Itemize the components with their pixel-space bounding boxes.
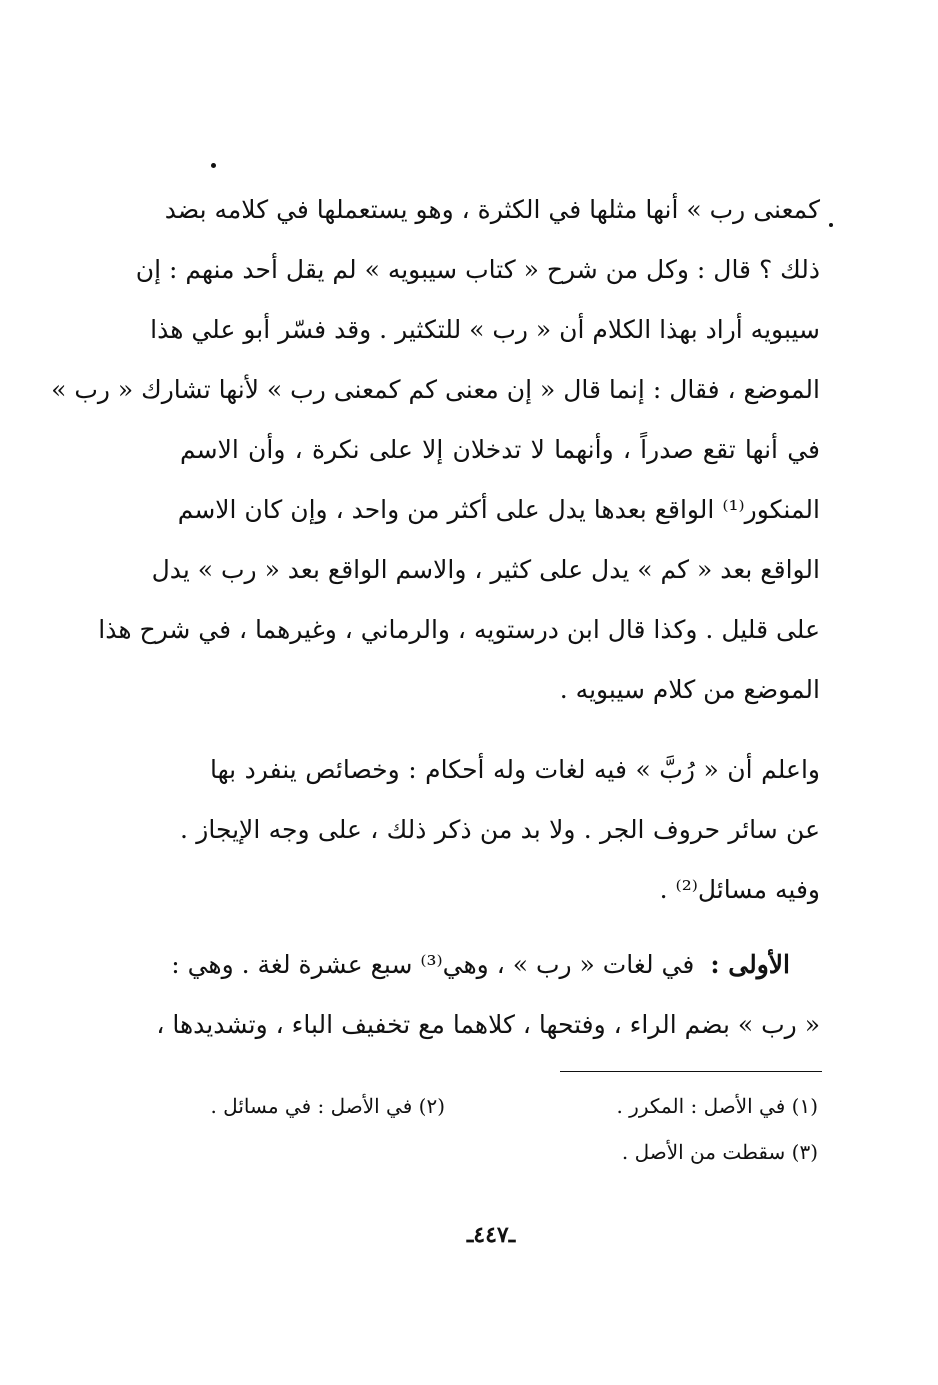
footnote-3: (٣) سقطت من الأصل . <box>621 1140 818 1164</box>
text-line: ذلك ؟ قال : وكل من شرح « كتاب سيبويه » لم يقل أحد منهم : إن <box>135 255 820 284</box>
footnote-1: (١) في الأصل : المكرر . <box>616 1094 818 1118</box>
section-label: الأولى : <box>710 950 790 979</box>
text-line: واعلم أن « رُبَّ » فيه لغات وله أحكام : وخصائص ينفرد بها <box>210 755 820 784</box>
page-number: ـ٤٤٧ـ <box>466 1222 516 1248</box>
text-line: عن سائر حروف الجر . ولا بد من ذكر ذلك ، على وجه الإيجاز . <box>180 815 820 844</box>
text-line: المنكور⁽¹⁾ الواقع بعدها يدل على أكثر من واحد ، وإن كان الاسم <box>177 495 820 524</box>
paragraph-3 <box>156 935 820 1055</box>
text-line: الموضع ، فقال : إنما قال « إن معنى كم كمعنى رب » لأنها تشارك « رب » <box>51 375 820 404</box>
ink-dot <box>829 223 833 227</box>
text-line <box>171 935 820 995</box>
text-line: في أنها تقع صدراً ، وأنهما لا تدخلان إلا على نكرة ، وأن الاسم <box>180 435 820 464</box>
text-line: كمعنى رب » أنها مثلها في الكثرة ، وهو يستعملها في كلامه بضد <box>164 195 820 224</box>
paragraph-2 <box>180 740 820 920</box>
ink-dot <box>211 163 216 168</box>
footnote-2: (٢) في الأصل : في مسائل . <box>210 1094 445 1118</box>
text-line: الواقع بعد « كم » يدل على كثير ، والاسم الواقع بعد « رب » يدل <box>151 555 820 584</box>
text-line: « رب » بضم الراء ، وفتحها ، كلاهما مع تخفيف الباء ، وتشديدها ، <box>156 1010 820 1039</box>
paragraph-1 <box>51 180 820 720</box>
text-line: سيبويه أراد بهذا الكلام أن « رب » للتكثير . وقد فسّر أبو علي هذا <box>150 315 820 344</box>
section-text: في لغات « رب » ، وهي⁽³⁾ سبع عشرة لغة . وهي : <box>171 950 695 979</box>
footnote-separator <box>560 1071 822 1072</box>
text-line: وفيه مسائل⁽²⁾ . <box>659 875 820 904</box>
text-line: الموضع من كلام سيبويه . <box>559 675 820 704</box>
text-line: على قليل . وكذا قال ابن درستويه ، والرماني ، وغيرهما ، في شرح هذا <box>98 615 820 644</box>
